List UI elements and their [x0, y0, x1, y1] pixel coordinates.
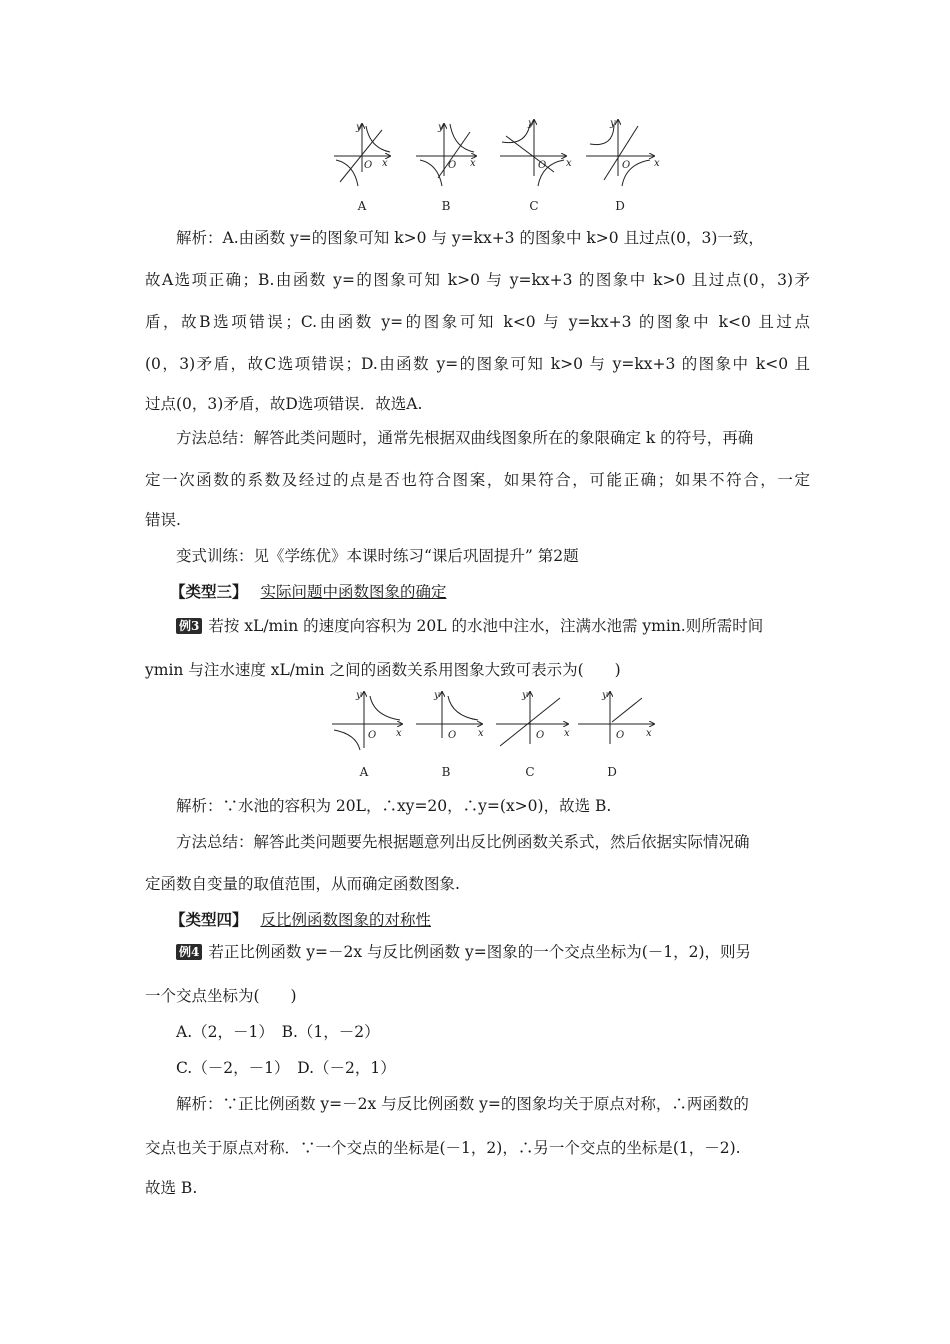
axis-origin-label: O	[536, 730, 545, 741]
solution-1-line-2: 故A选项正确；B.由函数 y=的图象可知 k>0 与 y=kx+3 的图象中 k>0 且过点(0，3)矛	[145, 271, 810, 289]
type-4-title: 反比例函数图象的对称性	[260, 911, 431, 929]
type-3-heading	[170, 582, 835, 602]
graph-label-c: C	[525, 765, 535, 779]
summary-1-line-3: 错误.	[145, 511, 181, 529]
summary-3-line-1: 方法总结：解答此类问题要先根据题意列出反比例函数关系式，然后依据实际情况确	[176, 833, 750, 851]
solution-1-line-1: 解析：A.由函数 y=的图象可知 k>0 与 y=kx+3 的图象中 k>0 且过点(0，3)一致，	[176, 229, 764, 247]
axis-y-label: y	[356, 122, 362, 133]
variant-training: 变式训练：见《学练优》本课时练习“课后巩固提升” 第2题	[176, 547, 579, 565]
axis-origin-label: O	[368, 730, 377, 741]
axis-x-label: x	[654, 158, 660, 169]
solution-4-line-2: 交点也关于原点对称．∵一个交点的坐标是(－1，2)，∴另一个交点的坐标是(1，－2).	[145, 1139, 741, 1157]
example-4-tag: 例4	[176, 944, 202, 960]
axis-y-label: y	[434, 690, 440, 701]
axis-y-label: y	[602, 690, 608, 701]
figure-1-graphs	[320, 112, 670, 217]
axis-x-label: x	[382, 158, 388, 169]
graph-label-c: C	[529, 199, 539, 213]
type-4-bracket: 【类型四】	[170, 910, 248, 929]
axis-x-label: x	[566, 158, 572, 169]
summary-3-line-2: 定函数自变量的取值范围，从而确定函数图象.	[145, 875, 460, 893]
solution-1-line-5: 过点(0，3)矛盾，故D选项错误．故选A.	[145, 395, 423, 413]
summary-1-line-1: 方法总结：解答此类问题时，通常先根据双曲线图象所在的象限确定 k 的符号，再确	[176, 429, 754, 447]
axis-y-label: y	[438, 122, 444, 133]
axis-origin-label: O	[622, 160, 631, 171]
axis-origin-label: O	[448, 160, 457, 171]
axis-y-label: y	[356, 690, 362, 701]
example-3-tag: 例3	[176, 618, 202, 634]
solution-4-line-1: 解析：∵正比例函数 y=－2x 与反比例函数 y=的图象均关于原点对称，∴两函数的	[176, 1095, 749, 1113]
graph-label-b: B	[441, 765, 451, 779]
graph-label-a: A	[359, 765, 369, 779]
graph-label-d: D	[615, 199, 625, 213]
type-3-bracket: 【类型三】	[170, 582, 248, 601]
axis-origin-label: O	[538, 160, 547, 171]
graph-label-d: D	[607, 765, 617, 779]
solution-4-line-3: 故选 B.	[145, 1179, 198, 1197]
solution-1-line-3: 盾，故B选项错误；C.由函数 y=的图象可知 k<0 与 y=kx+3 的图象中 k<0 且过点	[145, 313, 810, 331]
axis-origin-label: O	[448, 730, 457, 741]
axis-x-label: x	[470, 158, 476, 169]
solution-1-line-4: (0，3)矛盾，故C选项错误；D.由函数 y=的图象可知 k>0 与 y=kx+3 的图象中 k<0 且	[145, 355, 810, 373]
example-3-line-2: ymin 与注水速度 xL/min 之间的函数关系用图象大致可表示为( )	[145, 661, 621, 679]
axis-x-label: x	[564, 728, 570, 739]
example-4-line-1	[176, 942, 841, 962]
example-4-text-1: 若正比例函数 y=－2x 与反比例函数 y=图象的一个交点坐标为(－1，2)，则另	[208, 943, 752, 961]
solution-3: 解析：∵水池的容积为 20L，∴xy=20，∴y=(x>0)，故选 B.	[176, 797, 612, 815]
axis-y-label: y	[522, 690, 528, 701]
figure-2-graphs	[326, 688, 666, 783]
example-3-text-1: 若按 xL/min 的速度向容积为 20L 的水池中注水，注满水池需 ymin.则所需时间	[208, 617, 764, 635]
example-3-line-1	[176, 616, 841, 636]
axis-y-label: y	[528, 118, 534, 129]
axis-y-label: y	[610, 118, 616, 129]
summary-1-line-2: 定一次函数的系数及经过的点是否也符合图案，如果符合，可能正确；如果不符合，一定	[145, 471, 810, 489]
graph-label-b: B	[441, 199, 451, 213]
example-4-options-cd: C.（－2，－1） D.（－2，1）	[176, 1059, 396, 1077]
type-3-title: 实际问题中函数图象的确定	[260, 583, 447, 601]
example-4-line-2: 一个交点坐标为( )	[145, 987, 297, 1005]
type-4-heading	[170, 910, 835, 930]
axis-x-label: x	[396, 728, 402, 739]
example-4-options-ab: A.（2，－1） B.（1，－2）	[176, 1023, 380, 1041]
graph-label-a: A	[357, 199, 367, 213]
axis-origin-label: O	[616, 730, 625, 741]
axis-x-label: x	[478, 728, 484, 739]
axis-origin-label: O	[364, 160, 373, 171]
axis-x-label: x	[646, 728, 652, 739]
